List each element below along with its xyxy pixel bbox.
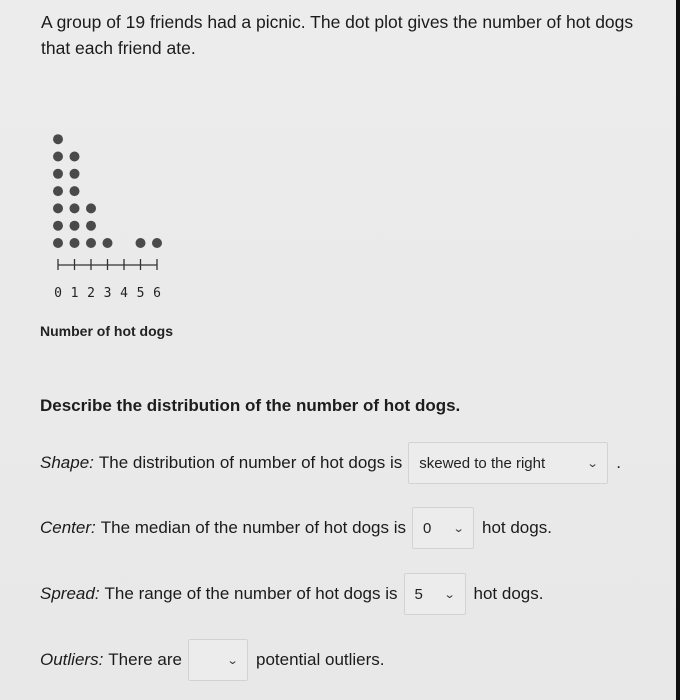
data-dot (53, 221, 63, 231)
problem-statement: A group of 19 friends had a picnic. The dot plot gives the number of hot dogs that each friend ate. (41, 12, 634, 58)
shape-dropdown[interactable] (408, 442, 608, 484)
data-dot (53, 186, 63, 196)
shape-row (40, 442, 621, 484)
question-prompt: Describe the distribution of the number of hot dogs. (40, 396, 461, 415)
data-dot (53, 203, 63, 213)
x-tick-label: 6 (153, 286, 161, 301)
outliers-text-after: potential outliers. (256, 650, 385, 669)
center-selected-value: 0 (423, 519, 432, 537)
spread-selected-value: 5 (414, 585, 423, 603)
chevron-down-icon: ⌄ (586, 457, 599, 470)
data-dot (86, 238, 96, 248)
center-dropdown[interactable] (412, 507, 474, 549)
x-tick-label: 1 (70, 286, 79, 301)
data-dot (53, 238, 63, 248)
data-dot (70, 152, 80, 162)
outliers-text: There are (108, 650, 182, 669)
chevron-down-icon: ⌄ (443, 588, 456, 601)
x-tick-label: 4 (120, 286, 128, 301)
outliers-label: Outliers: (40, 650, 104, 669)
spread-dropdown[interactable] (404, 573, 466, 615)
x-tick-label: 5 (136, 286, 145, 301)
data-dot (53, 134, 63, 144)
chevron-down-icon: ⌄ (452, 522, 465, 535)
shape-text: The distribution of number of hot dogs is (98, 453, 403, 472)
data-dot (70, 238, 80, 248)
data-dot (103, 238, 113, 248)
data-dot (70, 221, 80, 231)
center-unit: hot dogs. (482, 518, 552, 537)
spread-unit: hot dogs. (473, 584, 544, 603)
outliers-dropdown[interactable] (188, 639, 248, 681)
x-tick-label: 3 (103, 286, 112, 301)
data-dot (86, 203, 96, 213)
spread-label: Spread: (40, 584, 100, 603)
data-dot (136, 238, 146, 248)
center-label: Center: (40, 518, 96, 537)
data-dot (70, 203, 80, 213)
dot-plot (50, 100, 170, 310)
outliers-row (40, 639, 385, 681)
data-dot (86, 221, 96, 231)
shape-label: Shape: (40, 453, 94, 472)
center-row (40, 507, 552, 549)
spread-text: The range of the number of hot dogs is (104, 584, 398, 603)
chevron-down-icon: ⌄ (226, 654, 239, 667)
data-dot (152, 238, 162, 248)
x-tick-label: 2 (87, 286, 95, 301)
shape-selected-value: skewed to the right (419, 454, 546, 472)
center-text: The median of the number of hot dogs is (100, 518, 406, 537)
data-dot (53, 169, 63, 179)
data-dot (70, 169, 80, 179)
data-dot (70, 186, 80, 196)
spread-row (40, 573, 543, 615)
shape-period: . (616, 453, 621, 472)
x-axis-title: Number of hot dogs (40, 323, 173, 339)
x-tick-label: 0 (54, 286, 62, 301)
data-dot (53, 152, 63, 162)
